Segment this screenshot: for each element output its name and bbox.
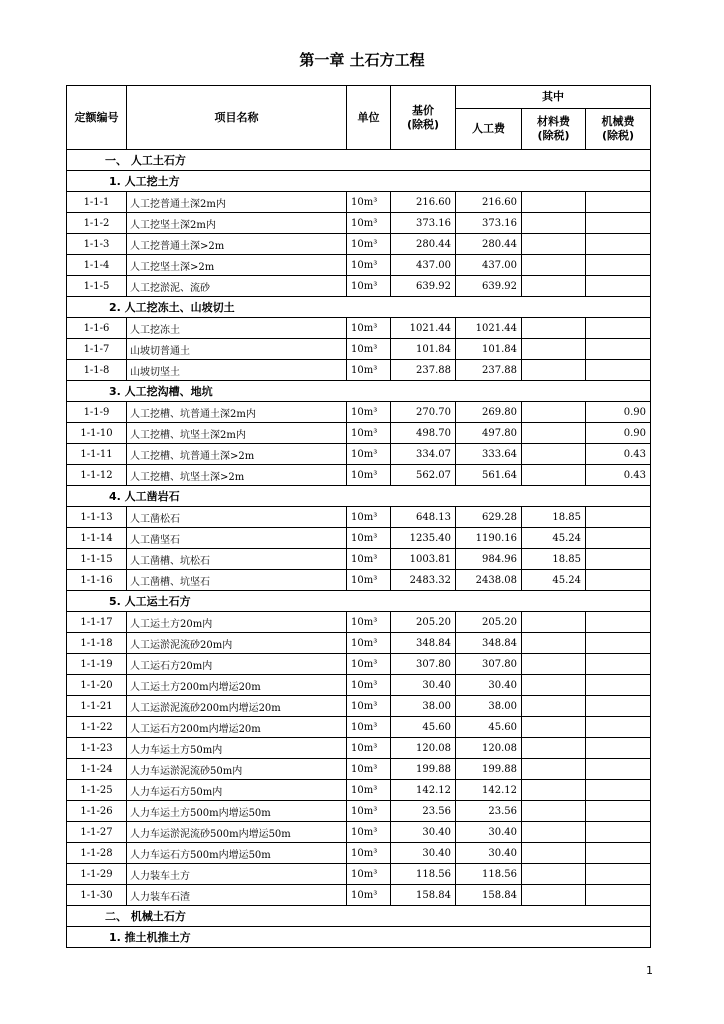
cell-name: 人工凿坚石 [127,528,347,549]
cell-unit: 10m³ [347,423,391,444]
cell-base-price: 142.12 [391,780,456,801]
cell-labor: 45.60 [456,717,522,738]
cell-base-price: 158.84 [391,885,456,906]
cell-machine [586,885,651,906]
cell-base-price: 373.16 [391,213,456,234]
cell-machine [586,801,651,822]
table-row [67,213,651,234]
cell-material [522,717,586,738]
cell-labor: 629.28 [456,507,522,528]
cell-base-price: 334.07 [391,444,456,465]
cell-machine [586,339,651,360]
table-row [67,864,651,885]
cell-machine [586,843,651,864]
cell-labor: 237.88 [456,360,522,381]
subsection-label: 5. 人工运土石方 [109,595,191,608]
cell-material [522,465,586,486]
cell-labor: 280.44 [456,234,522,255]
cell-code: 1-1-26 [67,801,127,822]
cell-labor: 38.00 [456,696,522,717]
cell-unit: 10m³ [347,465,391,486]
cell-name: 山坡切普通土 [127,339,347,360]
cell-base-price: 498.70 [391,423,456,444]
cell-unit: 10m³ [347,633,391,654]
cell-code: 1-1-17 [67,612,127,633]
cell-name: 人工凿松石 [127,507,347,528]
cell-material [522,192,586,213]
table-row [67,192,651,213]
table-row [67,318,651,339]
cell-unit: 10m³ [347,360,391,381]
cell-unit: 10m³ [347,549,391,570]
cell-labor: 2438.08 [456,570,522,591]
subsection-label: 2. 人工挖冻土、山坡切土 [109,301,235,314]
page-number: 1 [646,964,653,977]
cell-name: 人力车运石方50m内 [127,780,347,801]
cell-name: 人工挖普通土深2m内 [127,192,347,213]
cell-base-price: 348.84 [391,633,456,654]
cell-machine: 0.43 [586,444,651,465]
table-row [67,339,651,360]
table-body [67,150,651,948]
cell-name: 人力车运淤泥流砂50m内 [127,759,347,780]
cell-base-price: 307.80 [391,654,456,675]
cell-unit: 10m³ [347,885,391,906]
cell-machine [586,654,651,675]
cell-labor: 120.08 [456,738,522,759]
cell-name: 人工运石方20m内 [127,654,347,675]
cell-base-price: 1021.44 [391,318,456,339]
cell-unit: 10m³ [347,759,391,780]
cell-code: 1-1-19 [67,654,127,675]
header-labor: 人工费 [456,109,522,150]
cell-name: 人力装车石渣 [127,885,347,906]
table-row [67,549,651,570]
cell-labor: 142.12 [456,780,522,801]
cell-unit: 10m³ [347,738,391,759]
cell-unit: 10m³ [347,717,391,738]
table-row [67,360,651,381]
cell-machine [586,633,651,654]
cell-code: 1-1-16 [67,570,127,591]
cell-name: 人工挖槽、坑坚土深>2m [127,465,347,486]
table-row [67,780,651,801]
cell-code: 1-1-6 [67,318,127,339]
cell-code: 1-1-29 [67,864,127,885]
table-row [67,885,651,906]
cell-base-price: 562.07 [391,465,456,486]
cell-labor: 348.84 [456,633,522,654]
cell-name: 人工运土方200m内增运20m [127,675,347,696]
cell-machine [586,360,651,381]
cell-labor: 333.64 [456,444,522,465]
section-row [67,150,651,171]
header-code: 定额编号 [67,86,127,150]
cell-machine: 0.90 [586,423,651,444]
cell-base-price: 205.20 [391,612,456,633]
table-row [67,402,651,423]
cell-unit: 10m³ [347,801,391,822]
cell-name: 人工挖坚土深>2m [127,255,347,276]
cell-material: 18.85 [522,549,586,570]
cell-machine [586,864,651,885]
table-row [67,444,651,465]
cell-machine: 0.43 [586,465,651,486]
header-material: 材料费 (除税) [522,109,586,150]
cell-code: 1-1-20 [67,675,127,696]
cell-base-price: 648.13 [391,507,456,528]
cell-base-price: 437.00 [391,255,456,276]
cell-material [522,843,586,864]
header-base-price: 基价 (除税) [391,86,456,150]
cell-machine [586,192,651,213]
cell-base-price: 280.44 [391,234,456,255]
cell-labor: 199.88 [456,759,522,780]
cell-unit: 10m³ [347,696,391,717]
cell-unit: 10m³ [347,570,391,591]
cell-labor: 118.56 [456,864,522,885]
header-among: 其中 [456,86,651,109]
cell-unit: 10m³ [347,780,391,801]
cell-machine: 0.90 [586,402,651,423]
cell-base-price: 216.60 [391,192,456,213]
cell-unit: 10m³ [347,444,391,465]
subsection-row [67,486,651,507]
cell-code: 1-1-8 [67,360,127,381]
header-unit: 单位 [347,86,391,150]
cell-labor: 437.00 [456,255,522,276]
cell-base-price: 30.40 [391,822,456,843]
table-row [67,843,651,864]
cell-material [522,612,586,633]
cell-code: 1-1-23 [67,738,127,759]
cell-name: 人工挖淤泥、流砂 [127,276,347,297]
cell-machine [586,612,651,633]
quota-table [66,85,651,948]
cell-base-price: 1003.81 [391,549,456,570]
cell-base-price: 270.70 [391,402,456,423]
cell-code: 1-1-10 [67,423,127,444]
cell-unit: 10m³ [347,192,391,213]
table-row [67,696,651,717]
cell-code: 1-1-12 [67,465,127,486]
subsection-label: 1. 人工挖土方 [109,175,180,188]
cell-name: 人力车运石方500m内增运50m [127,843,347,864]
cell-labor: 158.84 [456,885,522,906]
table-row [67,423,651,444]
table-row [67,276,651,297]
cell-labor: 639.92 [456,276,522,297]
cell-code: 1-1-3 [67,234,127,255]
cell-code: 1-1-22 [67,717,127,738]
cell-base-price: 237.88 [391,360,456,381]
cell-machine [586,759,651,780]
cell-labor: 101.84 [456,339,522,360]
table-row [67,570,651,591]
cell-labor: 30.40 [456,843,522,864]
cell-code: 1-1-9 [67,402,127,423]
cell-base-price: 639.92 [391,276,456,297]
cell-unit: 10m³ [347,675,391,696]
cell-machine [586,675,651,696]
subsection-label: 4. 人工凿岩石 [109,490,180,503]
cell-code: 1-1-11 [67,444,127,465]
cell-unit: 10m³ [347,654,391,675]
cell-labor: 561.64 [456,465,522,486]
cell-code: 1-1-2 [67,213,127,234]
cell-material [522,234,586,255]
cell-material [522,675,586,696]
cell-material [522,696,586,717]
cell-labor: 269.80 [456,402,522,423]
cell-code: 1-1-25 [67,780,127,801]
cell-code: 1-1-28 [67,843,127,864]
cell-base-price: 38.00 [391,696,456,717]
cell-code: 1-1-27 [67,822,127,843]
table-row [67,255,651,276]
cell-code: 1-1-7 [67,339,127,360]
cell-code: 1-1-30 [67,885,127,906]
cell-material: 45.24 [522,528,586,549]
cell-labor: 30.40 [456,675,522,696]
subsection-row [67,591,651,612]
cell-material [522,780,586,801]
cell-unit: 10m³ [347,318,391,339]
cell-machine [586,528,651,549]
subsection-label: 3. 人工挖沟槽、地坑 [109,385,213,398]
page-title: 第一章 土石方工程 [299,51,425,69]
cell-unit: 10m³ [347,822,391,843]
cell-labor: 216.60 [456,192,522,213]
table-row [67,738,651,759]
cell-material: 18.85 [522,507,586,528]
subsection-row [67,171,651,192]
table-row [67,507,651,528]
cell-code: 1-1-1 [67,192,127,213]
cell-unit: 10m³ [347,864,391,885]
table-row [67,717,651,738]
cell-material [522,864,586,885]
cell-material: 45.24 [522,570,586,591]
cell-code: 1-1-13 [67,507,127,528]
cell-base-price: 199.88 [391,759,456,780]
cell-base-price: 45.60 [391,717,456,738]
cell-base-price: 118.56 [391,864,456,885]
cell-code: 1-1-24 [67,759,127,780]
cell-machine [586,717,651,738]
cell-unit: 10m³ [347,276,391,297]
cell-material [522,402,586,423]
table-row [67,654,651,675]
cell-base-price: 1235.40 [391,528,456,549]
section-row [67,906,651,927]
cell-labor: 497.80 [456,423,522,444]
cell-name: 人工挖坚土深2m内 [127,213,347,234]
cell-machine [586,549,651,570]
cell-machine [586,255,651,276]
subsection-row [67,381,651,402]
table-row [67,675,651,696]
cell-material [522,423,586,444]
cell-code: 1-1-5 [67,276,127,297]
cell-name: 山坡切坚土 [127,360,347,381]
cell-labor: 30.40 [456,822,522,843]
cell-name: 人工挖冻土 [127,318,347,339]
cell-material [522,276,586,297]
cell-material [522,633,586,654]
cell-name: 人力车运淤泥流砂500m内增运50m [127,822,347,843]
cell-machine [586,696,651,717]
cell-machine [586,276,651,297]
cell-base-price: 2483.32 [391,570,456,591]
cell-machine [586,213,651,234]
cell-material [522,822,586,843]
cell-material [522,738,586,759]
subsection-row [67,297,651,318]
header-name: 项目名称 [127,86,347,150]
cell-labor: 205.20 [456,612,522,633]
section-label: 一、 人工土石方 [105,154,186,167]
cell-name: 人工运淤泥流砂200m内增运20m [127,696,347,717]
cell-name: 人工挖槽、坑普通土深>2m [127,444,347,465]
cell-code: 1-1-15 [67,549,127,570]
cell-material [522,801,586,822]
table-row [67,465,651,486]
cell-name: 人工运石方200m内增运20m [127,717,347,738]
cell-unit: 10m³ [347,213,391,234]
cell-name: 人力装车土方 [127,864,347,885]
cell-name: 人工凿槽、坑松石 [127,549,347,570]
table-row [67,633,651,654]
cell-unit: 10m³ [347,843,391,864]
cell-base-price: 30.40 [391,675,456,696]
cell-name: 人工运淤泥流砂20m内 [127,633,347,654]
cell-machine [586,780,651,801]
cell-unit: 10m³ [347,255,391,276]
cell-labor: 1021.44 [456,318,522,339]
cell-material [522,885,586,906]
cell-machine [586,822,651,843]
header-machine: 机械费 (除税) [586,109,651,150]
cell-base-price: 23.56 [391,801,456,822]
cell-base-price: 120.08 [391,738,456,759]
cell-code: 1-1-21 [67,696,127,717]
table-row [67,612,651,633]
cell-labor: 373.16 [456,213,522,234]
subsection-row [67,927,651,948]
cell-material [522,213,586,234]
cell-code: 1-1-18 [67,633,127,654]
table-row [67,759,651,780]
cell-base-price: 30.40 [391,843,456,864]
cell-name: 人力车运土方50m内 [127,738,347,759]
table-row [67,822,651,843]
cell-name: 人工挖普通土深>2m [127,234,347,255]
cell-unit: 10m³ [347,339,391,360]
cell-name: 人工运土方20m内 [127,612,347,633]
cell-name: 人工凿槽、坑坚石 [127,570,347,591]
cell-machine [586,507,651,528]
cell-labor: 984.96 [456,549,522,570]
section-label: 二、 机械土石方 [105,910,186,923]
cell-machine [586,318,651,339]
cell-unit: 10m³ [347,402,391,423]
cell-labor: 1190.16 [456,528,522,549]
cell-name: 人工挖槽、坑坚土深2m内 [127,423,347,444]
cell-machine [586,738,651,759]
cell-unit: 10m³ [347,528,391,549]
cell-base-price: 101.84 [391,339,456,360]
cell-material [522,318,586,339]
cell-material [522,339,586,360]
table-row [67,528,651,549]
cell-code: 1-1-14 [67,528,127,549]
subsection-label: 1. 推土机推土方 [109,931,191,944]
cell-code: 1-1-4 [67,255,127,276]
cell-unit: 10m³ [347,612,391,633]
cell-material [522,444,586,465]
cell-name: 人力车运土方500m内增运50m [127,801,347,822]
cell-material [522,360,586,381]
cell-unit: 10m³ [347,234,391,255]
cell-name: 人工挖槽、坑普通土深2m内 [127,402,347,423]
cell-material [522,255,586,276]
cell-labor: 23.56 [456,801,522,822]
cell-machine [586,234,651,255]
cell-labor: 307.80 [456,654,522,675]
cell-material [522,654,586,675]
cell-unit: 10m³ [347,507,391,528]
cell-machine [586,570,651,591]
cell-material [522,759,586,780]
table-row [67,801,651,822]
table-row [67,234,651,255]
